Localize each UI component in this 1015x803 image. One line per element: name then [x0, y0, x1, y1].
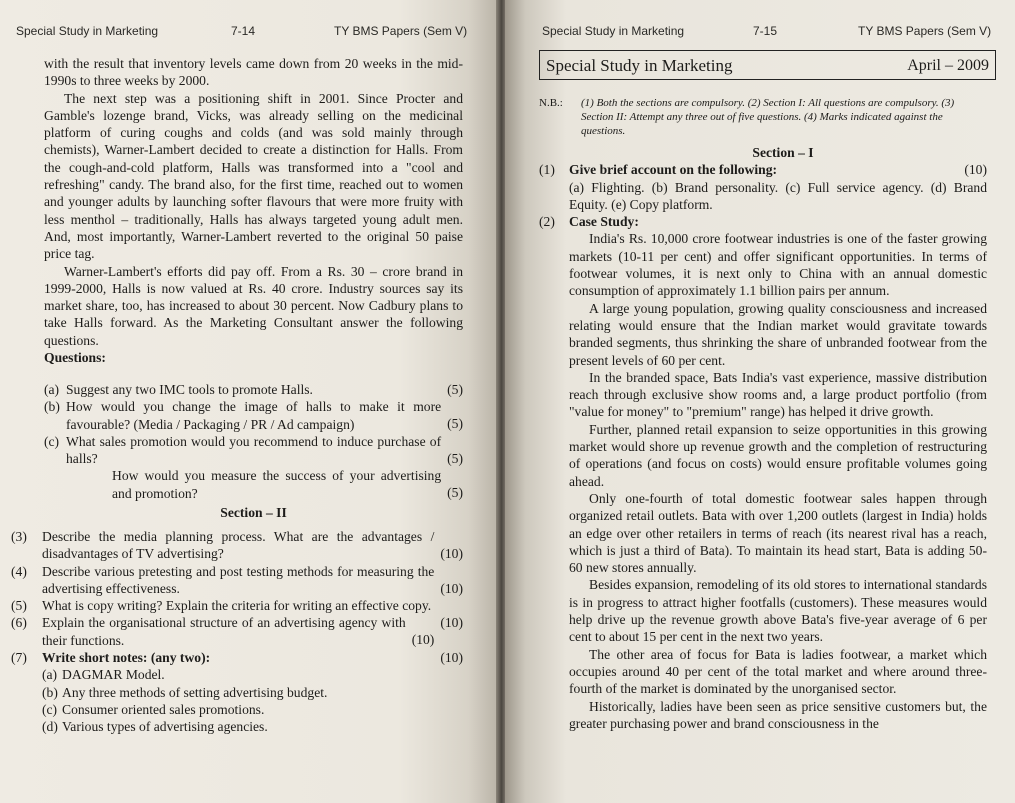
right-page	[505, 0, 1015, 803]
question-number: (b)	[44, 399, 60, 415]
exam-title-box	[539, 50, 996, 80]
short-note-text: DAGMAR Model.	[62, 667, 165, 683]
case-study	[539, 230, 987, 732]
question-number: (2)	[539, 214, 555, 230]
question-item	[11, 614, 463, 649]
right-header-title: Special Study in Marketing	[542, 24, 685, 38]
section-one	[539, 144, 987, 732]
short-note-letter: (c)	[42, 701, 58, 717]
left-header-page-number: 7-14	[231, 24, 256, 38]
short-note-item	[42, 701, 463, 718]
question-text: How would you change the image of halls to make it more favourable? (Media / Packaging / PR / Ad campaign)	[66, 399, 442, 432]
question-marks: (10)	[411, 632, 435, 648]
section-title: Section – I	[752, 145, 814, 160]
question-marks: (10)	[440, 650, 463, 666]
questions-heading: Questions:	[44, 350, 106, 366]
question-marks: (5)	[447, 450, 463, 466]
short-note-letter: (d)	[42, 719, 58, 735]
question-item	[539, 213, 987, 230]
question-number: (1)	[539, 162, 555, 178]
question-number: (a)	[44, 382, 60, 397]
short-notes-list	[11, 666, 463, 735]
question-number: (5)	[11, 598, 27, 614]
right-header-book: TY BMS Papers (Sem V)	[858, 24, 992, 38]
question-item	[44, 381, 463, 398]
paragraph: Historically, ladies have been seen as price sensitive customers but, the greater purchasing power and brand consciousness in the	[569, 698, 987, 731]
short-note-text: Any three methods of setting advertising budget.	[62, 684, 328, 700]
question-item	[11, 649, 463, 666]
paragraph: Warner-Lambert's efforts did pay off. From a Rs. 30 – crore brand in 1999-2000, Halls is now valued at Rs. 40 crore. Industry sources say its market share, too, has increased to about 30 percent. Now Cadbury plans to take Halls forward. As the Marketing Consultant answer the following questions.	[44, 263, 463, 348]
short-note-item	[42, 718, 463, 735]
question-item	[11, 597, 463, 631]
paragraph: In the branded space, Bats India's vast experience, massive distribution reach through exclusive show rooms and, a large product portfolio (from "value for money" to "premium" range) has helped it drive growth.	[569, 369, 987, 420]
short-note-item	[42, 684, 463, 701]
exam-subject: Special Study in Marketing	[546, 56, 733, 75]
short-note-item	[42, 666, 463, 683]
question-marks: (5)	[447, 416, 463, 432]
question-number: (7)	[11, 650, 27, 666]
case-questions	[44, 381, 463, 521]
question-item	[539, 161, 987, 213]
question-item	[44, 467, 463, 502]
right-header-page-number: 7-15	[753, 24, 778, 38]
question-marks: (10)	[440, 546, 463, 561]
question-marks: (10)	[440, 580, 463, 596]
paragraph: A large young population, growing quality consciousness and increased relating would ensure that the Indian market would gravitate towards branded segments, thus shrinking the share of unbranded footwear from the present levels of 60 per cent.	[569, 300, 987, 368]
question-text: Explain the organisational structure of an advertising agency with their functions.	[42, 615, 406, 648]
left-header-title: Special Study in Marketing	[16, 24, 159, 38]
question-subitems: (a) Flighting. (b) Brand personality. (c) Full service agency. (d) Brand Equity. (e) Copy platform.	[569, 179, 987, 212]
question-text: Suggest any two IMC tools to promote Halls.	[66, 382, 313, 397]
question-text: Give brief account on the following:	[569, 162, 778, 178]
question-text: Describe the media planning process. What are the advantages / disadvantages of TV advertising?	[42, 529, 435, 562]
question-text: How would you measure the success of your advertising and promotion?	[112, 468, 442, 501]
section-title: Section – II	[220, 505, 287, 521]
short-note-text: Consumer oriented sales promotions.	[62, 701, 265, 717]
question-item	[44, 398, 463, 433]
nb-text: (1) Both the sections are compulsory. (2) Section I: All questions are compulsory. (3) Section II: Attempt any three out of five questions. (4) Marks indicated against the questions.	[581, 97, 955, 137]
question-item	[11, 563, 463, 598]
short-note-letter: (b)	[42, 684, 58, 700]
nb-label: N.B.:	[539, 97, 563, 109]
question-number: (4)	[11, 563, 27, 579]
question-text: Describe various pretesting and post testing methods for measuring the advertising effectiveness.	[42, 563, 435, 596]
nb-instructions	[539, 96, 989, 138]
paragraph: Besides expansion, remodeling of its old stores to international standards is in progress to attract higher footfalls (customers). These measures would help drive up the revenue growth above Bata's five-year average of 6 per cent to about 15 per cent in the next two years.	[569, 577, 987, 645]
left-page	[0, 0, 498, 803]
question-number: (6)	[11, 615, 27, 631]
question-marks: (10)	[964, 162, 987, 178]
short-note-letter: (a)	[42, 667, 58, 683]
paragraph: Only one-fourth of total domestic footwear sales happen through organized retail outlets. Bata with over 1,200 outlets (largest in India) holds an edge over other retailers in terms of reach (its nearest rival has a reach, which is just a third of Bata). To maintain its head start, Bata is adding 50-60 new stores annually.	[569, 490, 987, 576]
question-text: Case Study:	[569, 214, 639, 230]
question-item	[44, 433, 463, 468]
question-item	[11, 528, 463, 563]
question-number: (c)	[44, 433, 60, 449]
question-text: Write short notes: (any two):	[42, 650, 211, 666]
paragraph: Further, planned retail expansion to seize opportunities in this growing market would shore up revenue growth and the completion of restructuring of operations (and focus on costs) would ensure profitable volumes going ahead.	[569, 421, 987, 489]
paragraph: The other area of focus for Bata is ladies footwear, a market which occupies around 40 per cent of the total market and where around three-fourth of the market is dominated by the unorganised sector.	[569, 646, 987, 697]
left-header-book: TY BMS Papers (Sem V)	[334, 24, 468, 38]
paragraph: with the result that inventory levels came down from 20 weeks in the mid-1990s to three weeks by 2000.	[44, 56, 463, 89]
short-note-text: Various types of advertising agencies.	[62, 719, 268, 735]
question-marks: (10)	[440, 615, 463, 631]
exam-date: April – 2009	[907, 57, 989, 74]
question-number: (3)	[11, 529, 27, 544]
paragraph: The next step was a positioning shift in 2001. Since Procter and Gamble's lozenge brand, Vicks, was already selling on the medicinal platform of curing coughs and colds (and was sold mainly through chemists), Warner-Lambert decided to create a distinction for Halls. From the cough-and-cold platform, Halls was transformed into a "cool and refreshing" candy. The brand also, for the first time, reached out to women and younger adults by launching softer flavours that were more fruity with less menthol – traditionally, Halls has always targeted young adult men. And, most importantly, Warner-Lambert reverted to the original 50 paise price tag.	[44, 90, 463, 262]
question-marks: (5)	[447, 382, 463, 397]
case-continuation	[44, 55, 463, 366]
section-two-questions	[11, 528, 463, 736]
question-marks: (5)	[447, 485, 463, 501]
paragraph: India's Rs. 10,000 crore footwear industries is one of the faster growing markets (10-11 per cent) and offer significant opportunities. In terms of footwear volumes, it is next only to China with an annual domestic consumption of approximately 1.1 billion pairs per annum.	[569, 231, 987, 299]
question-text: What is copy writing? Explain the criteria for writing an effective copy.	[42, 598, 432, 614]
question-text: What sales promotion would you recommend to induce purchase of halls?	[66, 433, 442, 467]
